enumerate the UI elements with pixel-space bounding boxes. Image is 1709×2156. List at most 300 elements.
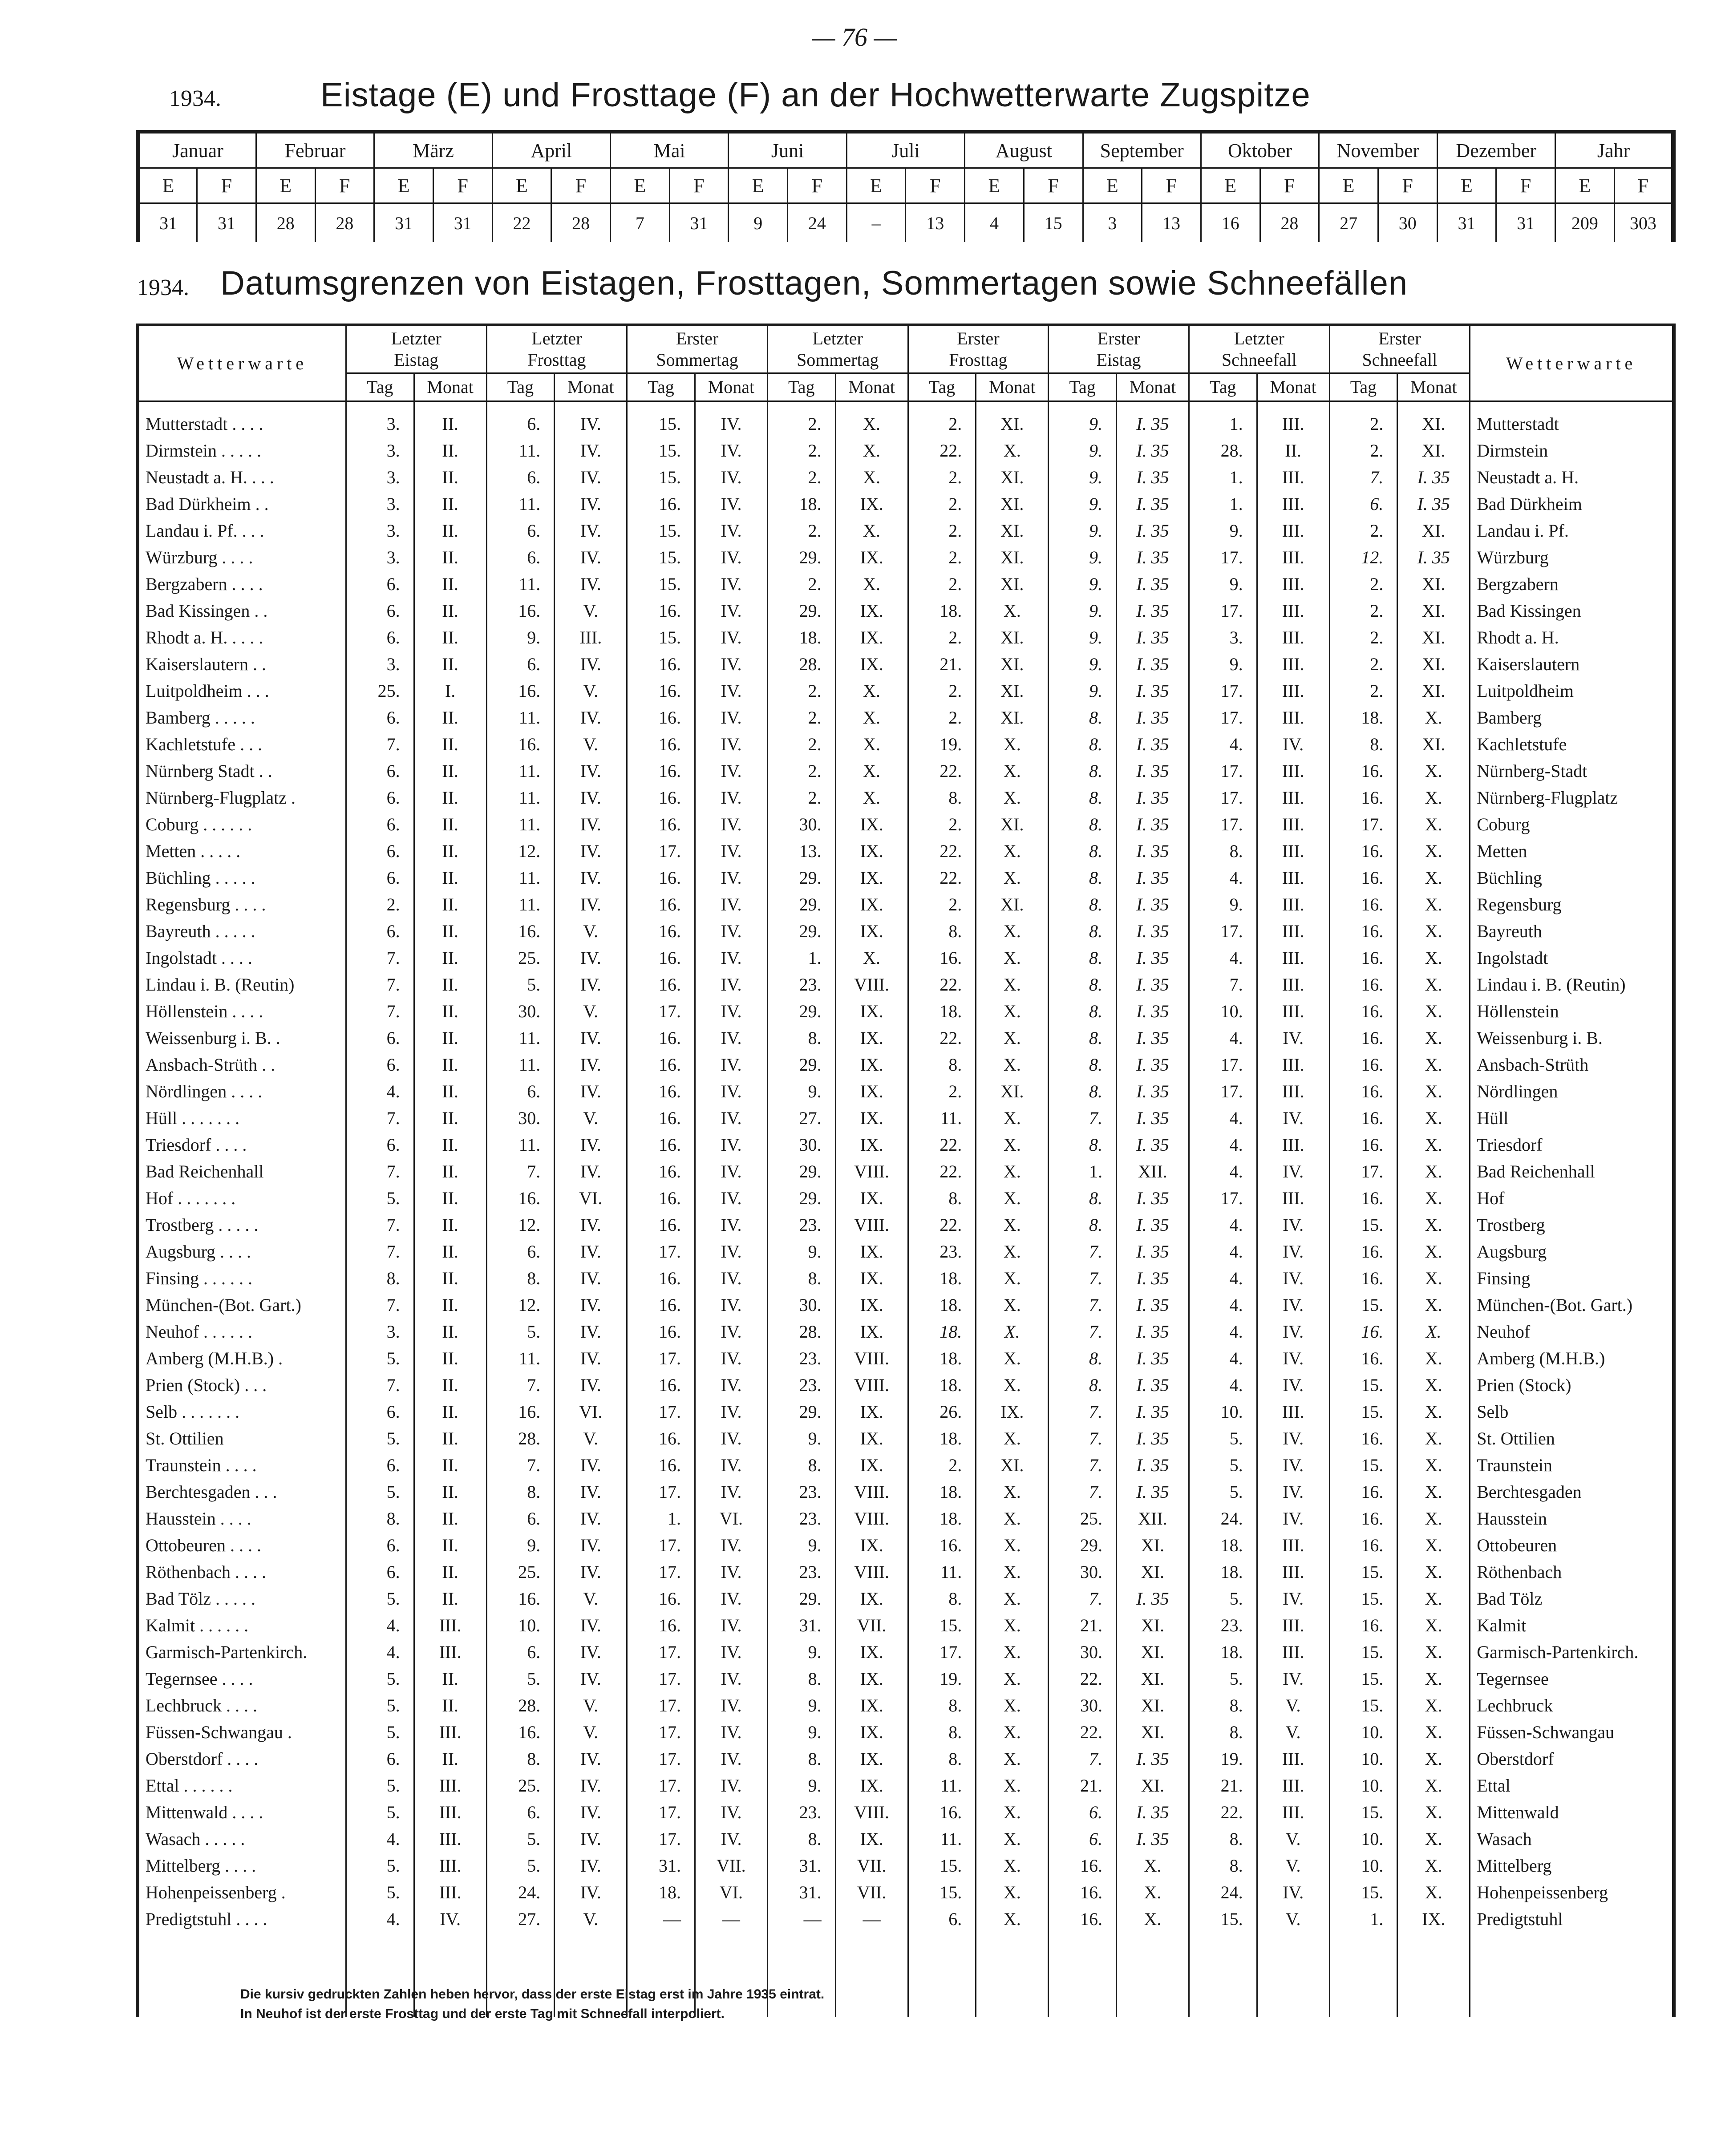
monat-cell: X. bbox=[1397, 1799, 1470, 1826]
station-name-right: Augsburg bbox=[1470, 1238, 1674, 1265]
monat-subheader: Monat bbox=[1116, 373, 1189, 401]
tag-cell: 17. bbox=[627, 1399, 695, 1425]
tag-cell: 3. bbox=[346, 401, 414, 438]
f-subheader: F bbox=[1614, 168, 1673, 203]
monat-cell: V. bbox=[555, 678, 627, 704]
tag-cell: 11. bbox=[486, 1132, 555, 1158]
monat-cell: X. bbox=[976, 1746, 1049, 1772]
table-row bbox=[138, 1185, 1674, 1212]
monat-cell: I. 35 bbox=[1116, 1826, 1189, 1853]
tag-cell: 8. bbox=[346, 1265, 414, 1292]
station-name: Trostberg . . . . . bbox=[138, 1212, 346, 1238]
monat-cell: IV. bbox=[555, 1372, 627, 1399]
empty-cell bbox=[1329, 1933, 1397, 2017]
tag-cell: 16. bbox=[1329, 865, 1397, 891]
tag-cell: 3. bbox=[1189, 624, 1257, 651]
tag-cell: 8. bbox=[1049, 1185, 1117, 1212]
monat-cell: I. 35 bbox=[1116, 1052, 1189, 1078]
monat-cell: X. bbox=[1397, 1532, 1470, 1559]
tag-cell: 6. bbox=[346, 571, 414, 598]
tag-cell: 17. bbox=[1189, 544, 1257, 571]
monat-cell: VIII. bbox=[835, 1212, 908, 1238]
monat-cell: IV. bbox=[555, 971, 627, 998]
group-header bbox=[1189, 325, 1329, 373]
monat-cell: XI. bbox=[976, 891, 1049, 918]
tag-cell: 16. bbox=[1049, 1879, 1117, 1906]
tag-cell: 16. bbox=[627, 1105, 695, 1132]
tag-cell: 9. bbox=[1189, 571, 1257, 598]
monat-cell: IV. bbox=[1257, 1025, 1329, 1052]
tag-cell: 4. bbox=[1189, 1372, 1257, 1399]
tag-cell: 7. bbox=[1049, 1586, 1117, 1612]
monat-cell: IX. bbox=[835, 1639, 908, 1666]
tag-cell: 2. bbox=[1329, 518, 1397, 544]
monat-cell: IX. bbox=[835, 1532, 908, 1559]
monat-cell: XI. bbox=[976, 1452, 1049, 1479]
frosttage-value: 13 bbox=[1142, 203, 1201, 243]
group-header-line1: Erster bbox=[676, 328, 719, 348]
station-name: Neuhof . . . . . . bbox=[138, 1319, 346, 1345]
tag-cell: 10. bbox=[1329, 1719, 1397, 1746]
eistage-month-row bbox=[138, 132, 1673, 168]
group-header bbox=[486, 325, 627, 373]
monat-cell: IV. bbox=[555, 437, 627, 464]
tag-cell: 29. bbox=[767, 998, 835, 1025]
tag-cell: 15. bbox=[1329, 1372, 1397, 1399]
monat-cell: III. bbox=[1257, 785, 1329, 811]
tag-cell: 8. bbox=[1049, 1345, 1117, 1372]
tag-cell: 16. bbox=[1329, 1238, 1397, 1265]
tag-cell: 17. bbox=[627, 1666, 695, 1692]
monat-cell: V. bbox=[555, 1425, 627, 1452]
tag-cell: 15. bbox=[1189, 1906, 1257, 1933]
tag-cell: 2. bbox=[908, 491, 976, 518]
monat-cell: X. bbox=[976, 1853, 1049, 1879]
tag-cell: 2. bbox=[908, 1452, 976, 1479]
tag-cell: 17. bbox=[1189, 1078, 1257, 1105]
tag-cell: 8. bbox=[908, 1586, 976, 1612]
tag-cell: 5. bbox=[346, 1479, 414, 1505]
table-row bbox=[138, 758, 1674, 785]
station-name-right: Nürnberg-Stadt bbox=[1470, 758, 1674, 785]
group-header-line2: Frosttag bbox=[527, 350, 586, 370]
tag-cell: 1. bbox=[1189, 401, 1257, 438]
monat-cell: IX. bbox=[835, 1666, 908, 1692]
tag-cell: 16. bbox=[486, 918, 555, 945]
tag-cell: 22. bbox=[908, 1212, 976, 1238]
tag-cell: 7. bbox=[346, 1158, 414, 1185]
tag-cell: 8. bbox=[1049, 811, 1117, 838]
table-row bbox=[138, 971, 1674, 998]
monat-cell: X. bbox=[1397, 1666, 1470, 1692]
tag-cell: 16. bbox=[627, 491, 695, 518]
monat-cell: V. bbox=[1257, 1719, 1329, 1746]
tag-cell: 15. bbox=[1329, 1692, 1397, 1719]
monat-cell: — bbox=[695, 1906, 767, 1933]
group-header-line2: Sommertag bbox=[656, 350, 738, 370]
monat-cell: IV. bbox=[555, 1132, 627, 1158]
monat-cell: II. bbox=[414, 1265, 486, 1292]
monat-cell: IX. bbox=[835, 1105, 908, 1132]
monat-cell: IV. bbox=[555, 464, 627, 491]
f-subheader: F bbox=[669, 168, 729, 203]
tag-cell: 9. bbox=[767, 1425, 835, 1452]
tag-cell: 8. bbox=[1189, 1692, 1257, 1719]
monat-cell: XI. bbox=[976, 678, 1049, 704]
tag-cell: 16. bbox=[486, 598, 555, 624]
tag-cell: 16. bbox=[1329, 891, 1397, 918]
tag-cell: 16. bbox=[627, 1292, 695, 1319]
monat-cell: I. 35 bbox=[1116, 491, 1189, 518]
tag-cell: 23. bbox=[767, 1212, 835, 1238]
monat-cell: I. 35 bbox=[1116, 1185, 1189, 1212]
station-name-right: Amberg (M.H.B.) bbox=[1470, 1345, 1674, 1372]
tag-cell: 8. bbox=[1049, 1025, 1117, 1052]
tag-cell: 23. bbox=[1189, 1612, 1257, 1639]
tag-cell: 18. bbox=[767, 624, 835, 651]
monat-cell: XI. bbox=[976, 704, 1049, 731]
monat-cell: X. bbox=[976, 1559, 1049, 1586]
tag-cell: 6. bbox=[346, 785, 414, 811]
tag-cell: 2. bbox=[1329, 598, 1397, 624]
monat-cell: IV. bbox=[555, 1025, 627, 1052]
tag-cell: 24. bbox=[1189, 1879, 1257, 1906]
monat-cell: X. bbox=[1397, 891, 1470, 918]
station-name-right: Oberstdorf bbox=[1470, 1746, 1674, 1772]
station-header-left: Wetterwarte bbox=[138, 325, 346, 401]
tag-cell: 4. bbox=[1189, 731, 1257, 758]
datums-group-header-row bbox=[138, 325, 1674, 373]
monat-cell: XII. bbox=[1116, 1158, 1189, 1185]
monat-cell: I. 35 bbox=[1116, 544, 1189, 571]
tag-cell: 15. bbox=[627, 518, 695, 544]
tag-cell: 5. bbox=[486, 1853, 555, 1879]
tag-cell: 6. bbox=[346, 838, 414, 865]
tag-cell: 3. bbox=[346, 518, 414, 544]
tag-cell: 8. bbox=[1189, 838, 1257, 865]
tag-cell: 4. bbox=[1189, 1292, 1257, 1319]
station-name: Hof . . . . . . . bbox=[138, 1185, 346, 1212]
station-name-right: Höllenstein bbox=[1470, 998, 1674, 1025]
tag-cell: 28. bbox=[486, 1692, 555, 1719]
station-name-right: Finsing bbox=[1470, 1265, 1674, 1292]
tag-cell: 29. bbox=[767, 891, 835, 918]
tag-cell: 18. bbox=[908, 1479, 976, 1505]
monat-cell: IX. bbox=[835, 1052, 908, 1078]
station-name: Prien (Stock) . . . bbox=[138, 1372, 346, 1399]
station-name: St. Ottilien bbox=[138, 1425, 346, 1452]
monat-subheader: Monat bbox=[414, 373, 486, 401]
tag-cell: 9. bbox=[1049, 518, 1117, 544]
monat-cell: IV. bbox=[695, 1185, 767, 1212]
table-row bbox=[138, 678, 1674, 704]
monat-cell: III. bbox=[1257, 865, 1329, 891]
station-name-right: Garmisch-Partenkirch. bbox=[1470, 1639, 1674, 1666]
station-name-right: Traunstein bbox=[1470, 1452, 1674, 1479]
eistage-value: 4 bbox=[965, 203, 1024, 243]
monat-cell: IV. bbox=[695, 571, 767, 598]
tag-cell: 16. bbox=[627, 1158, 695, 1185]
tag-cell: 12. bbox=[486, 1292, 555, 1319]
station-name-right: Ettal bbox=[1470, 1772, 1674, 1799]
tag-cell: 11. bbox=[486, 1052, 555, 1078]
monat-cell: IV. bbox=[695, 731, 767, 758]
tag-cell: 16. bbox=[627, 785, 695, 811]
tag-cell: 12. bbox=[486, 1212, 555, 1238]
monat-cell: X. bbox=[835, 437, 908, 464]
monat-cell: X. bbox=[976, 1025, 1049, 1052]
tag-cell: 16. bbox=[627, 971, 695, 998]
monat-cell: IV. bbox=[695, 1132, 767, 1158]
monat-cell: I. 35 bbox=[1116, 838, 1189, 865]
monat-cell: X. bbox=[976, 1132, 1049, 1158]
monat-cell: II. bbox=[414, 1238, 486, 1265]
monat-cell: X. bbox=[1397, 1052, 1470, 1078]
tag-cell: 6. bbox=[346, 1132, 414, 1158]
tag-cell: 9. bbox=[486, 1532, 555, 1559]
tag-cell: 17. bbox=[627, 1772, 695, 1799]
station-name: Amberg (M.H.B.) . bbox=[138, 1345, 346, 1372]
monat-cell: XI. bbox=[1397, 437, 1470, 464]
tag-cell: 16. bbox=[908, 1799, 976, 1826]
monat-cell: IV. bbox=[695, 1479, 767, 1505]
station-name-right: Hüll bbox=[1470, 1105, 1674, 1132]
monat-cell: I. 35 bbox=[1116, 945, 1189, 971]
monat-cell: VIII. bbox=[835, 1372, 908, 1399]
tag-cell: 18. bbox=[1189, 1639, 1257, 1666]
tag-cell: 4. bbox=[1189, 1025, 1257, 1052]
station-name: Höllenstein . . . . bbox=[138, 998, 346, 1025]
station-name: Bergzabern . . . . bbox=[138, 571, 346, 598]
monat-cell: VI. bbox=[695, 1505, 767, 1532]
tag-cell: 6. bbox=[486, 1639, 555, 1666]
group-header-line2: Eistag bbox=[1096, 350, 1141, 370]
f-subheader: F bbox=[197, 168, 256, 203]
tag-cell: 27. bbox=[486, 1906, 555, 1933]
frosttage-value: 31 bbox=[433, 203, 492, 243]
monat-cell: X. bbox=[1116, 1906, 1189, 1933]
station-name: Bamberg . . . . . bbox=[138, 704, 346, 731]
empty-cell bbox=[976, 1933, 1049, 2017]
monat-cell: X. bbox=[835, 704, 908, 731]
station-name-right: Regensburg bbox=[1470, 891, 1674, 918]
tag-cell: 7. bbox=[1049, 1105, 1117, 1132]
monat-cell: II. bbox=[414, 437, 486, 464]
tag-cell: 5. bbox=[346, 1772, 414, 1799]
monat-cell: X. bbox=[976, 1319, 1049, 1345]
table-row bbox=[138, 1078, 1674, 1105]
monat-cell: I. 35 bbox=[1116, 1452, 1189, 1479]
eistage-value: – bbox=[846, 203, 906, 243]
monat-cell: IX. bbox=[835, 1238, 908, 1265]
frosttage-value: 13 bbox=[906, 203, 965, 243]
table-row bbox=[138, 1772, 1674, 1799]
monat-cell: I. 35 bbox=[1116, 518, 1189, 544]
tag-cell: 16. bbox=[627, 1212, 695, 1238]
station-name: Finsing . . . . . . bbox=[138, 1265, 346, 1292]
tag-cell: 8. bbox=[1049, 891, 1117, 918]
monat-cell: II. bbox=[414, 1158, 486, 1185]
monat-cell: X. bbox=[976, 1639, 1049, 1666]
tag-cell: 4. bbox=[1189, 1132, 1257, 1158]
monat-cell: XI. bbox=[1397, 571, 1470, 598]
station-name-right: Büchling bbox=[1470, 865, 1674, 891]
tag-cell: 4. bbox=[1189, 945, 1257, 971]
tag-cell: 29. bbox=[767, 1158, 835, 1185]
monat-cell: IV. bbox=[555, 571, 627, 598]
tag-cell: 5. bbox=[486, 1826, 555, 1853]
group-header-line2: Eistag bbox=[394, 350, 439, 370]
tag-cell: 9. bbox=[1049, 544, 1117, 571]
tag-cell: 17. bbox=[627, 1559, 695, 1586]
tag-cell: 30. bbox=[1049, 1639, 1117, 1666]
monat-cell: X. bbox=[1397, 1505, 1470, 1532]
station-name: Kachletstufe . . . bbox=[138, 731, 346, 758]
monat-cell: I. 35 bbox=[1116, 971, 1189, 998]
monat-cell: II. bbox=[414, 1025, 486, 1052]
group-header-line1: Letzter bbox=[391, 328, 441, 348]
tag-cell: 21. bbox=[1049, 1612, 1117, 1639]
tag-cell: 16. bbox=[1329, 1185, 1397, 1212]
station-name-right: München-(Bot. Gart.) bbox=[1470, 1292, 1674, 1319]
tag-cell: 16. bbox=[1329, 1025, 1397, 1052]
tag-cell: 8. bbox=[1189, 1853, 1257, 1879]
monat-cell: XI. bbox=[976, 651, 1049, 678]
tag-cell: 8. bbox=[908, 1719, 976, 1746]
monat-cell: II. bbox=[414, 998, 486, 1025]
monat-cell: IV. bbox=[1257, 1265, 1329, 1292]
monat-cell: IX. bbox=[835, 1586, 908, 1612]
tag-subheader: Tag bbox=[486, 373, 555, 401]
station-name: Dirmstein . . . . . bbox=[138, 437, 346, 464]
tag-cell: 25. bbox=[486, 1559, 555, 1586]
monat-cell: II. bbox=[414, 1479, 486, 1505]
f-subheader: F bbox=[906, 168, 965, 203]
tag-cell: 16. bbox=[627, 1185, 695, 1212]
monat-cell: IV. bbox=[555, 1479, 627, 1505]
monat-cell: II. bbox=[414, 945, 486, 971]
monat-cell: IV. bbox=[555, 1345, 627, 1372]
table-row bbox=[138, 1719, 1674, 1746]
monat-cell: X. bbox=[835, 401, 908, 438]
monat-cell: I. 35 bbox=[1116, 1479, 1189, 1505]
monat-cell: III. bbox=[1257, 1532, 1329, 1559]
monat-cell: X. bbox=[835, 571, 908, 598]
station-name: Regensburg . . . . bbox=[138, 891, 346, 918]
monat-cell: X. bbox=[1397, 1158, 1470, 1185]
monat-cell: X. bbox=[1397, 704, 1470, 731]
monat-cell: X. bbox=[1397, 998, 1470, 1025]
monat-cell: XI. bbox=[1116, 1532, 1189, 1559]
monat-cell: I. 35 bbox=[1116, 1132, 1189, 1158]
monat-cell: IV. bbox=[555, 838, 627, 865]
tag-cell: 6. bbox=[1049, 1826, 1117, 1853]
monat-cell: X. bbox=[1397, 865, 1470, 891]
monat-cell: III. bbox=[1257, 1612, 1329, 1639]
monat-cell: II. bbox=[414, 571, 486, 598]
tag-cell: 27. bbox=[767, 1105, 835, 1132]
monat-cell: II. bbox=[414, 624, 486, 651]
monat-cell: I. 35 bbox=[1116, 1372, 1189, 1399]
monat-cell: II. bbox=[414, 1746, 486, 1772]
monat-cell: X. bbox=[976, 1879, 1049, 1906]
frosttage-value: 15 bbox=[1024, 203, 1083, 243]
monat-cell: I. 35 bbox=[1116, 1078, 1189, 1105]
station-name-right: Hohenpeissenberg bbox=[1470, 1879, 1674, 1906]
monat-cell: IV. bbox=[1257, 1879, 1329, 1906]
tag-cell: 5. bbox=[1189, 1666, 1257, 1692]
tag-cell: 6. bbox=[486, 518, 555, 544]
table-row bbox=[138, 1052, 1674, 1078]
monat-cell: II. bbox=[414, 785, 486, 811]
monat-cell: IV. bbox=[695, 1025, 767, 1052]
monat-cell: I. 35 bbox=[1397, 491, 1470, 518]
tag-cell: 17. bbox=[1189, 678, 1257, 704]
monat-cell: IV. bbox=[695, 758, 767, 785]
monat-cell: IV. bbox=[555, 1639, 627, 1666]
monat-cell: IV. bbox=[555, 651, 627, 678]
monat-cell: IV. bbox=[695, 624, 767, 651]
monat-cell: IX. bbox=[835, 1132, 908, 1158]
tag-cell: 16. bbox=[627, 1586, 695, 1612]
tag-cell: 16. bbox=[627, 1319, 695, 1345]
monat-cell: II. bbox=[414, 1425, 486, 1452]
tag-cell: 15. bbox=[627, 464, 695, 491]
e-subheader: E bbox=[1437, 168, 1496, 203]
monat-cell: III. bbox=[1257, 1799, 1329, 1826]
monat-cell: X. bbox=[1397, 1399, 1470, 1425]
eistage-value: 3 bbox=[1083, 203, 1142, 243]
monat-cell: V. bbox=[1257, 1906, 1329, 1933]
monat-cell: IV. bbox=[414, 1906, 486, 1933]
monat-cell: IX. bbox=[976, 1399, 1049, 1425]
tag-cell: 9. bbox=[1189, 518, 1257, 544]
tag-cell: 22. bbox=[908, 971, 976, 998]
monat-cell: X. bbox=[1397, 1853, 1470, 1879]
monat-cell: IV. bbox=[555, 1746, 627, 1772]
table-row bbox=[138, 1319, 1674, 1345]
tag-cell: 6. bbox=[346, 1399, 414, 1425]
table-row bbox=[138, 1372, 1674, 1399]
tag-cell: 16. bbox=[1329, 785, 1397, 811]
tag-cell: 22. bbox=[1049, 1666, 1117, 1692]
monat-cell: X. bbox=[976, 437, 1049, 464]
station-name: Garmisch-Partenkirch. bbox=[138, 1639, 346, 1666]
tag-cell: 17. bbox=[627, 1479, 695, 1505]
station-name-right: Mittenwald bbox=[1470, 1799, 1674, 1826]
tag-cell: 16. bbox=[1329, 1505, 1397, 1532]
table-row bbox=[138, 1399, 1674, 1425]
tag-cell: 2. bbox=[908, 571, 976, 598]
monat-cell: I. 35 bbox=[1116, 437, 1189, 464]
tag-cell: 2. bbox=[767, 571, 835, 598]
tag-cell: 11. bbox=[908, 1826, 976, 1853]
table-row bbox=[138, 1879, 1674, 1906]
monat-cell: X. bbox=[1397, 1212, 1470, 1238]
station-name-right: Bayreuth bbox=[1470, 918, 1674, 945]
tag-cell: 23. bbox=[767, 1345, 835, 1372]
tag-cell: 18. bbox=[908, 998, 976, 1025]
tag-cell: 7. bbox=[346, 1212, 414, 1238]
monat-cell: V. bbox=[555, 1692, 627, 1719]
station-name: Hausstein . . . . bbox=[138, 1505, 346, 1532]
monat-cell: IV. bbox=[1257, 1292, 1329, 1319]
tag-cell: 11. bbox=[486, 865, 555, 891]
tag-cell: 2. bbox=[767, 401, 835, 438]
monat-cell: IV. bbox=[555, 704, 627, 731]
monat-cell: X. bbox=[976, 1372, 1049, 1399]
monat-cell: IX. bbox=[835, 1692, 908, 1719]
